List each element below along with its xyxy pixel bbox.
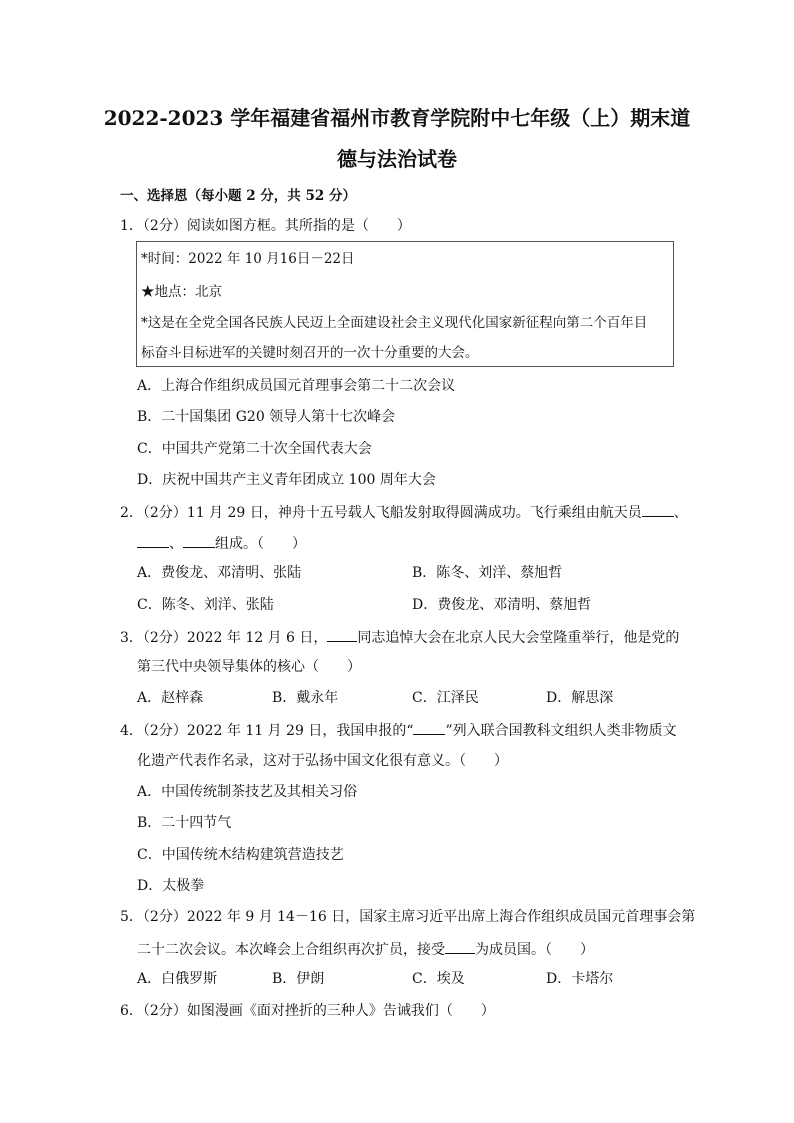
question-2-stem-text-c: 、 xyxy=(169,536,183,552)
question-2-stem-line-2 xyxy=(137,533,306,553)
info-box-description-line-2: 标奋斗目标进军的关键时刻召开的一次十分重要的大会。 xyxy=(141,345,479,361)
question-5-option-a[interactable]: A．白俄罗斯 xyxy=(137,971,218,987)
question-1-option-c[interactable]: C．中国共产党第二十次全国代表大会 xyxy=(137,441,372,457)
question-3-stem-line-1 xyxy=(120,627,679,647)
section-heading-choice: 一、选择恩（每小题 2 分，共 52 分） xyxy=(120,188,356,204)
question-3-stem-line-2: 第三代中央领导集体的核心（ ） xyxy=(137,659,361,675)
question-3-option-c[interactable]: C．江泽民 xyxy=(412,690,479,706)
question-4-option-d[interactable]: D．太极拳 xyxy=(137,878,205,894)
question-5-stem-text-a: 二十二次会议。本次峰会上合组织再次扩员，接受 xyxy=(137,942,445,958)
info-box-time: *时间：2022 年 10 月16日－22日 xyxy=(141,251,355,267)
question-2-stem-text-b: 、 xyxy=(673,505,688,521)
question-4-option-c[interactable]: C．中国传统木结构建筑营造技艺 xyxy=(137,847,344,863)
question-5-option-d[interactable]: D．卡塔尔 xyxy=(546,971,614,987)
question-1-option-d[interactable]: D．庆祝中国共产主义青年团成立 100 周年大会 xyxy=(137,472,436,488)
question-4-stem-line-1 xyxy=(120,720,677,740)
question-5-stem-line-1: 5．（2分）2022 年 9 月 14－16 日，国家主席习近平出席上海合作组织成员国元首理事会第 xyxy=(120,909,696,925)
question-1-stem: 1．（2分）阅读如图方框。其所指的是（ ） xyxy=(120,218,411,234)
answer-blank xyxy=(642,502,674,517)
question-4-stem-text-b: ”列入联合国教科文组织人类非物质文 xyxy=(445,723,677,739)
question-2-option-a[interactable]: A．费俊龙、邓清明、张陆 xyxy=(137,565,302,581)
exam-title-line-2: 德与法治试卷 xyxy=(337,147,457,171)
question-5-option-c[interactable]: C．埃及 xyxy=(412,971,465,987)
answer-blank xyxy=(183,533,215,548)
question-2-stem-line-1 xyxy=(120,502,688,522)
question-3-stem-text-b: 同志追悼大会在北京人民大会堂隆重举行，他是党的 xyxy=(357,630,680,646)
question-2-stem-text-d: 组成。（ ） xyxy=(215,536,306,552)
question-3-option-d[interactable]: D．解思深 xyxy=(546,690,614,706)
question-1-option-b[interactable]: B．二十国集团 G20 领导人第十七次峰会 xyxy=(137,409,396,425)
question-5-stem-line-2 xyxy=(137,939,594,959)
answer-blank xyxy=(137,533,169,548)
question-2-option-b[interactable]: B．陈冬、刘洋、蔡旭哲 xyxy=(412,565,563,581)
answer-blank xyxy=(327,627,357,642)
question-6-stem: 6．（2分）如图漫画《面对挫折的三种人》告诫我们（ ） xyxy=(120,1003,495,1019)
question-1-info-box xyxy=(136,241,674,367)
question-1-option-a[interactable]: A．上海合作组织成员国元首理事会第二十二次会议 xyxy=(137,378,456,394)
question-3-option-b[interactable]: B．戴永年 xyxy=(272,690,339,706)
question-4-option-b[interactable]: B．二十四节气 xyxy=(137,815,232,831)
question-5-option-b[interactable]: B．伊朗 xyxy=(272,971,325,987)
exam-title-line-1: 2022-2023 学年福建省福州市教育学院附中七年级（上）期末道 xyxy=(103,106,691,130)
question-3-option-a[interactable]: A．赵梓森 xyxy=(137,690,204,706)
answer-blank xyxy=(445,939,475,954)
question-4-option-a[interactable]: A．中国传统制茶技艺及其相关习俗 xyxy=(137,784,358,800)
question-2-option-d[interactable]: D．费俊龙、邓清明、蔡旭哲 xyxy=(412,597,592,613)
info-box-location: ★地点：北京 xyxy=(141,284,222,300)
question-5-stem-text-b: 为成员国。（ ） xyxy=(475,942,594,958)
question-2-stem-text-a: 2．（2分）11 月 29 日，神舟十五号载人飞船发射取得圆满成功。飞行乘组由航天员 xyxy=(120,505,642,521)
question-3-stem-text-a: 3．（2分）2022 年 12 月 6 日， xyxy=(120,630,328,646)
question-4-stem-text-a: 4．（2分）2022 年 11 月 29 日，我国申报的“ xyxy=(120,723,414,739)
info-box-description-line-1: *这是在全党全国各民族人民迈上全面建设社会主义现代化国家新征程向第二个百年目 xyxy=(141,315,648,331)
question-4-stem-line-2: 化遗产代表作名录，这对于弘扬中国文化很有意义。（ ） xyxy=(137,753,508,769)
question-2-option-c[interactable]: C．陈冬、刘洋、张陆 xyxy=(137,597,274,613)
answer-blank xyxy=(413,720,445,735)
